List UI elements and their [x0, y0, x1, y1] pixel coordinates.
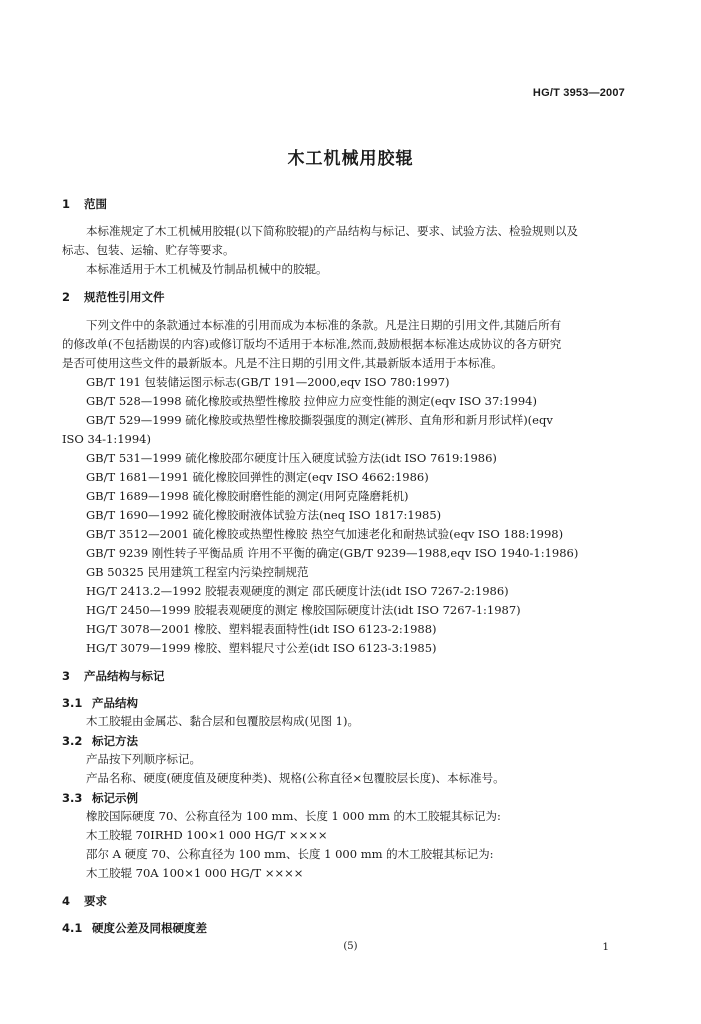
subsection-3-1-heading — [62, 695, 138, 711]
paragraph: 产品名称、硬度(硬度值及硬度种类)、规格(公称直径×包覆胶层长度)、本标准号。 — [86, 771, 505, 785]
subsection-3-3-heading — [62, 790, 138, 806]
example-line: 邵尔 A 硬度 70、公称直径为 100 mm、长度 1 000 mm 的木工胶辊其标记为: — [86, 847, 494, 861]
section-3-heading — [62, 668, 165, 684]
reference-item: GB/T 191 包装储运图示标志(GB/T 191—2000,eqv ISO 780:1997) — [86, 375, 450, 389]
example-line: 木工胶辊 70IRHD 100×1 000 HG/T ×××× — [86, 828, 328, 842]
reference-item: ISO 34-1:1994) — [62, 432, 151, 446]
reference-item: GB/T 1681—1991 硫化橡胶回弹性的测定(eqv ISO 4662:1986) — [86, 470, 429, 484]
section-title: 要求 — [84, 894, 107, 908]
reference-item: GB/T 1689—1998 硫化橡胶耐磨性能的测定(用阿克隆磨耗机) — [86, 489, 409, 503]
reference-item: GB 50325 民用建筑工程室内污染控制规范 — [86, 565, 309, 579]
reference-item: GB/T 1690—1992 硫化橡胶耐液体试验方法(neq ISO 1817:1985) — [86, 508, 442, 522]
reference-item: GB/T 531—1999 硫化橡胶邵尔硬度计压入硬度试验方法(idt ISO 7619:1986) — [86, 451, 497, 465]
subsection-number: 3.2 — [62, 734, 83, 748]
section-1-heading — [62, 196, 107, 212]
subsection-4-1-heading — [62, 920, 207, 936]
subsection-title: 硬度公差及同根硬度差 — [92, 921, 207, 935]
reference-item: HG/T 3079—1999 橡胶、塑料辊尺寸公差(idt ISO 6123-3:1985) — [86, 641, 437, 655]
paragraph: 产品按下列顺序标记。 — [86, 752, 201, 766]
subsection-number: 4.1 — [62, 921, 83, 935]
paragraph: 本标准规定了木工机械用胶辊(以下简称胶辊)的产品结构与标记、要求、试验方法、检验规则以及 — [86, 224, 578, 238]
reference-item: GB/T 528—1998 硫化橡胶或热塑性橡胶 拉伸应力应变性能的测定(eqv ISO 37:1994) — [86, 394, 537, 408]
section-number: 2 — [62, 290, 71, 304]
reference-item: HG/T 2413.2—1992 胶辊表观硬度的测定 邵氏硬度计法(idt ISO 7267-2:1986) — [86, 584, 509, 598]
reference-item: GB/T 3512—2001 硫化橡胶或热塑性橡胶 热空气加速老化和耐热试验(eqv ISO 188:1998) — [86, 527, 564, 541]
section-number: 3 — [62, 669, 71, 683]
reference-item: GB/T 9239 刚性转子平衡品质 许用不平衡的确定(GB/T 9239—1988,eqv ISO 1940-1:1986) — [86, 546, 579, 560]
paragraph: 的修改单(不包括勘误的内容)或修订版均不适用于本标准,然而,鼓励根据本标准达成协议的各方研究 — [62, 337, 562, 351]
paragraph: 本标准适用于木工机械及竹制品机械中的胶辊。 — [86, 262, 328, 276]
example-line: 橡胶国际硬度 70、公称直径为 100 mm、长度 1 000 mm 的木工胶辊其标记为: — [86, 809, 501, 823]
standard-code: HG/T 3953—2007 — [532, 87, 625, 99]
paragraph: 是否可使用这些文件的最新版本。凡是不注日期的引用文件,其最新版本适用于本标准。 — [62, 356, 503, 370]
subsection-title: 标记示例 — [92, 791, 138, 805]
paragraph: 标志、包装、运输、贮存等要求。 — [62, 243, 235, 257]
section-title: 规范性引用文件 — [84, 290, 165, 304]
section-4-heading — [62, 893, 107, 909]
subsection-number: 3.3 — [62, 791, 83, 805]
paragraph: 木工胶辊由金属芯、黏合层和包覆胶层构成(见图 1)。 — [86, 714, 359, 728]
page-number-center: (5) — [343, 941, 358, 952]
subsection-title: 产品结构 — [92, 696, 138, 710]
reference-item: HG/T 2450—1999 胶辊表观硬度的测定 橡胶国际硬度计法(idt ISO 7267-1:1987) — [86, 603, 521, 617]
example-line: 木工胶辊 70A 100×1 000 HG/T ×××× — [86, 866, 304, 880]
reference-item: HG/T 3078—2001 橡胶、塑料辊表面特性(idt ISO 6123-2:1988) — [86, 622, 437, 636]
subsection-3-2-heading — [62, 733, 138, 749]
section-title: 产品结构与标记 — [84, 669, 165, 683]
section-title: 范围 — [84, 197, 107, 211]
reference-item: GB/T 529—1999 硫化橡胶或热塑性橡胶撕裂强度的测定(裤形、直角形和新月形试样)(eqv — [86, 413, 553, 427]
section-number: 4 — [62, 894, 71, 908]
page-number-right: 1 — [602, 941, 609, 953]
section-number: 1 — [62, 197, 71, 211]
subsection-number: 3.1 — [62, 696, 83, 710]
document-title: 木工机械用胶辊 — [287, 149, 414, 169]
section-2-heading — [62, 289, 165, 305]
subsection-title: 标记方法 — [92, 734, 138, 748]
paragraph: 下列文件中的条款通过本标准的引用而成为本标准的条款。凡是注日期的引用文件,其随后所有 — [86, 318, 562, 332]
